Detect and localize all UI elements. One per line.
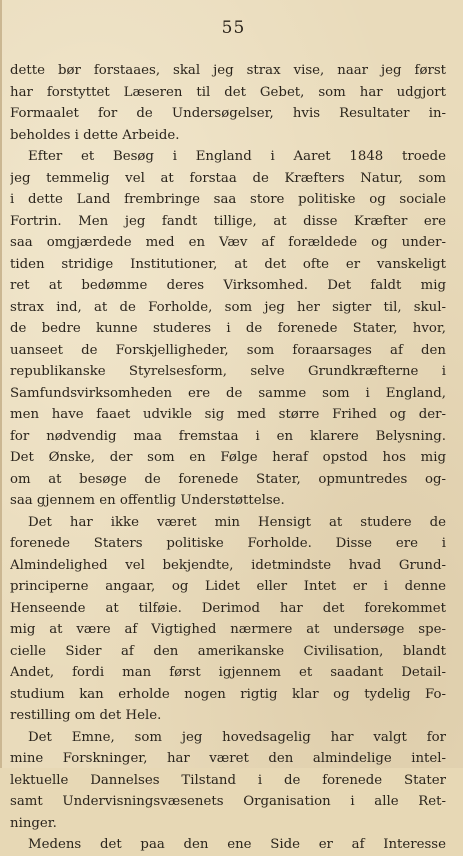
- text-line: for nødvendig maa fremstaa i en klarere Belysning.: [10, 428, 446, 444]
- text-line: uanseet de Forskjelligheder, som foraarsages af den: [10, 342, 446, 358]
- text-line: om at besøge de forenede Stater, opmuntredes og-: [10, 471, 446, 487]
- text-line: har forstyttet Læseren til det Gebet, som har udgjort: [10, 84, 446, 100]
- text-line: mine Forskninger, har været den almindelige intel-: [10, 751, 446, 766]
- text-line: studium kan erholde nogen rigtig klar og tydelig Fo-: [10, 686, 446, 702]
- text-line: jeg temmelig vel at forstaa de Kræfters Natur, som: [10, 170, 446, 186]
- text-line: forenede Staters politiske Forholde. Disse ere i: [10, 536, 446, 551]
- text-line: saa gjennem en offentlig Understøttelse.: [10, 493, 285, 508]
- text-line: principerne angaar, og Lidet eller Intet er i denne: [10, 579, 446, 594]
- text-line: dette bør forstaaes, skal jeg strax vise, naar jeg først: [10, 63, 446, 78]
- text-line: Det Ønske, der som en Følge heraf opstod hos mig: [10, 450, 446, 465]
- text-line: Samfundsvirksomheden ere de samme som i England,: [10, 385, 446, 401]
- text-line: Medens det paa den ene Side er af Interesse: [28, 837, 446, 852]
- text-line: cielle Sider af den amerikanske Civilisation, blandt: [10, 643, 446, 659]
- text-line: saa omgjærdede med en Væv af forældede og under-: [10, 235, 446, 250]
- page-number: 55: [221, 18, 246, 38]
- text-line: Henseende at tilføie. Derimod har det forekommet: [10, 600, 446, 616]
- text-line: Efter et Besøg i England i Aaret 1848 troede: [28, 149, 446, 164]
- text-line: lektuelle Dannelses Tilstand i de forenede Stater: [10, 772, 446, 788]
- text-line: Det har ikke været min Hensigt at studere de: [28, 514, 446, 530]
- text-line: de bedre kunne studeres i de forenede Stater, hvor,: [10, 321, 446, 336]
- text-line: men have faaet udvikle sig med større Frihed og der-: [10, 407, 446, 422]
- text-line: republikanske Styrelsesform, selve Grundkræfterne i: [10, 364, 446, 379]
- text-line: restilling om det Hele.: [10, 708, 162, 723]
- text-line: samt Undervisningsvæsenets Organisation i alle Ret-: [10, 794, 446, 809]
- text-line: Almindelighed vel bekjendte, idetmindste hvad Grund-: [10, 557, 446, 573]
- body-text: [10, 60, 446, 856]
- text-line: Fortrin. Men jeg fandt tillige, at disse Kræfter ere: [10, 213, 446, 229]
- text-line: ninger.: [10, 815, 57, 831]
- text-line: mig at være af Vigtighed nærmere at undersøge spe-: [10, 622, 446, 637]
- text-line: Formaalet for de Undersøgelser, hvis Resultater in-: [10, 106, 446, 121]
- text-line: beholdes i dette Arbeide.: [10, 127, 180, 143]
- text-line: Det Emne, som jeg hovedsagelig har valgt for: [28, 729, 446, 745]
- text-line: tiden stridige Institutioner, at det ofte er vanskeligt: [10, 256, 446, 272]
- text-line: strax ind, at de Forholde, som jeg her sigter til, skul-: [10, 299, 446, 315]
- text-line: i dette Land frembringe saa store politiske og sociale: [10, 192, 446, 207]
- text-line: Andet, fordi man først igjennem et saadant Detail-: [10, 665, 446, 680]
- text-line: ret at bedømme deres Virksomhed. Det faldt mig: [10, 278, 446, 293]
